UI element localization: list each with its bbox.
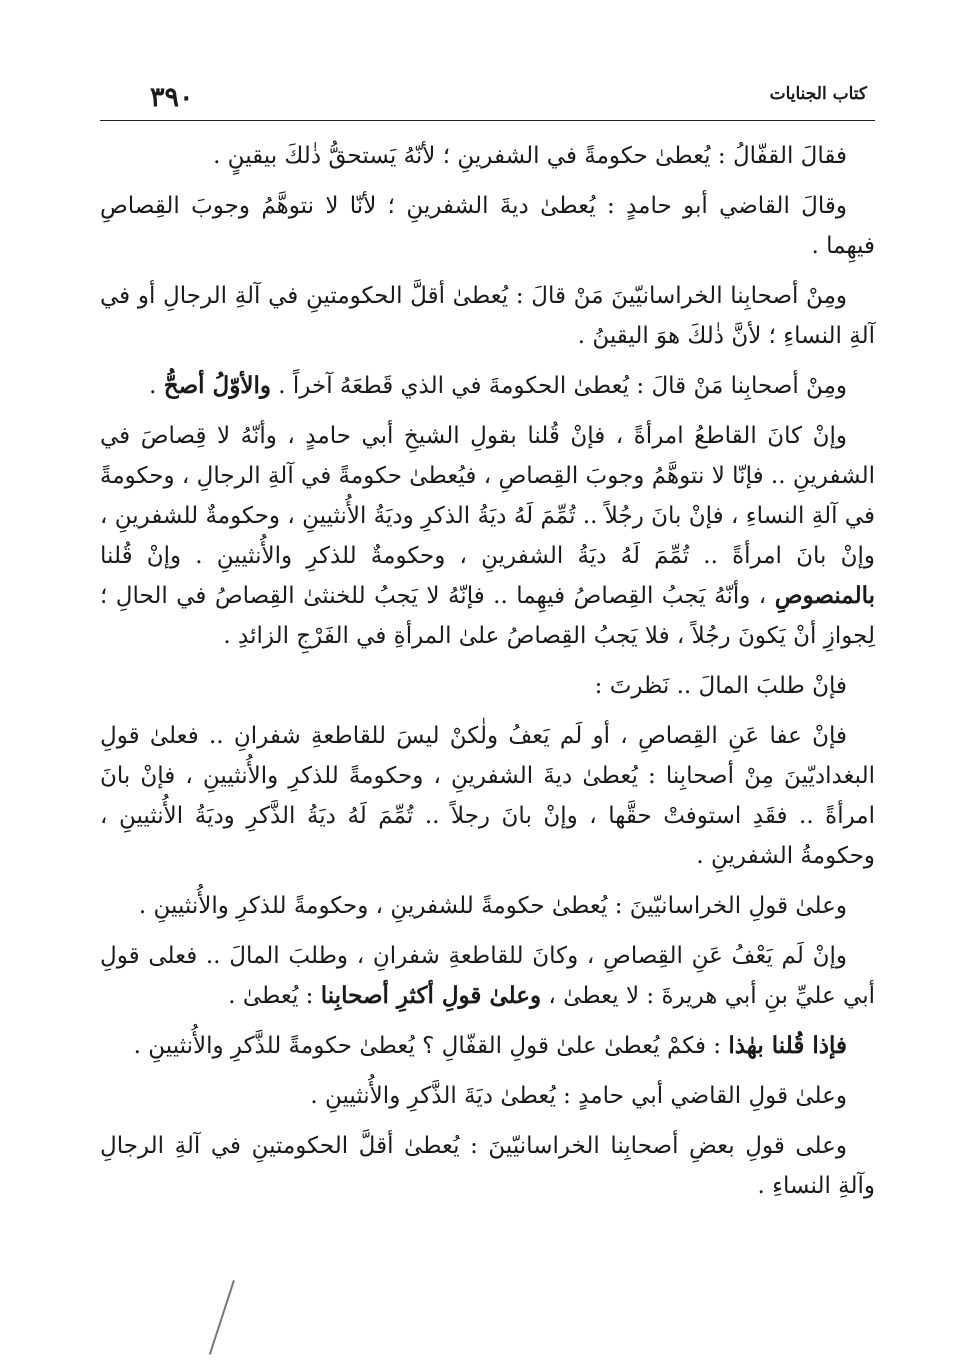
text-run: وعلىٰ قولِ القاضي أبي حامدٍ : يُعطىٰ ديَةَ الذَّكرِ والأُنثيينِ . xyxy=(310,1083,847,1109)
text-run: ، وأنّهُ يَجبُ القِصاصُ فيهِما .. فإنّهُ لا يَجبُ للخنثىٰ القِصاصُ في الحالِ ؛ لِجوازِ أنْ يَكونَ رجُلاً ، فلا يَجبُ القِصاصُ علىٰ المرأةِ في الفَرْجِ الزائدِ . xyxy=(100,583,875,649)
text-run: فإنْ طلبَ المالَ .. نَظرتَ : xyxy=(594,673,847,699)
text-run: فقالَ القفّالُ : يُعطىٰ حكومةً في الشفرينِ ؛ لأنّهُ يَستحقُّ ذٰلكَ بيقينٍ . xyxy=(213,143,847,169)
paragraph xyxy=(100,136,875,176)
text-run: ومِنْ أصحابِنا مَنْ قالَ : يُعطىٰ الحكومةَ في الذي قَطعَهُ آخراً . xyxy=(270,373,847,399)
paragraph xyxy=(100,366,875,406)
text-run: . xyxy=(149,373,164,399)
text-run: وإنْ لَم يَعْفُ عَنِ القِصاصِ ، وكانَ للقاطعةِ شفرانِ ، وطلبَ المالَ .. فعلى قولِ أبي عليِّ بنِ أبي هريرةَ : لا يعطىٰ ، xyxy=(100,943,875,1009)
paragraph xyxy=(100,886,875,926)
text-run: وعلى قولِ بعضِ أصحابِنا الخراسانيّينَ : يُعطىٰ أقلَّ الحكومتينِ في آلةِ الرجالِ وآلةِ النساءِ . xyxy=(100,1133,875,1199)
body-text xyxy=(100,136,875,1216)
paragraph xyxy=(100,936,875,1016)
text-run: فإنْ عفا عَنِ القِصاصِ ، أو لَم يَعفُ ولٰكنْ ليسَ للقاطعةِ شفرانِ .. فعلىٰ قولِ البغداديّينَ مِنْ أصحابِنا : يُعطىٰ ديةَ الشفرينِ ، وحكومةً للذكرِ والأُنثيينِ ، فإنْ بانَ امرأةً .. فقَدِ استوفتْ حقَّها ، وإنْ بانَ رجلاً .. تُمِّمَ لَهُ ديَةُ الذَّكرِ وديَةُ الأُنثيينِ ، وحكومةُ الشفرينِ . xyxy=(100,723,875,869)
paragraph xyxy=(100,716,875,876)
header-divider xyxy=(100,120,875,121)
page-number: ٣٩٠ xyxy=(150,82,194,113)
bold-phrase: بالمنصوصِ xyxy=(774,582,875,609)
scan-pen-mark xyxy=(209,1280,235,1355)
text-run: : يُعطىٰ . xyxy=(228,983,321,1009)
paragraph xyxy=(100,1076,875,1116)
paragraph xyxy=(100,1126,875,1206)
paragraph xyxy=(100,276,875,356)
paragraph xyxy=(100,1026,875,1066)
text-run: : فكمْ يُعطىٰ علىٰ قولِ القفّالِ ؟ يُعطىٰ حكومةً للذَّكرِ والأُنثيينِ . xyxy=(133,1033,729,1059)
bold-phrase: وعلىٰ قولِ أكثرِ أصحابِنا xyxy=(320,982,542,1009)
bold-phrase: فإذا قُلنا بهٰذا xyxy=(728,1032,847,1059)
paragraph xyxy=(100,416,875,656)
text-run: وإنْ كانَ القاطعُ امرأةً ، فإنْ قُلنا بقولِ الشيخِ أبي حامدٍ ، وأنّهُ لا قِصاصَ في الشفرينِ .. فإنّا لا نتوهَّمُ وجوبَ القِصاصِ ، فيُعطىٰ حكومةً في آلةِ الرجالِ ، وحكومةً في آلةِ النساءِ ، فإنْ بانَ رجُلاً .. تُمِّمَ لَهُ ديَةُ الذكرِ وديَةُ الأُنثيينِ ، وحكومةٌ للشفرينِ ، وإنْ بانَ امرأةً .. تُمِّمَ لَهُ ديَةُ الشفرينِ ، وحكومةٌ للذكرِ والأُنثيينِ . وإنْ قُلنا xyxy=(100,423,875,569)
text-run: وعلىٰ قولِ الخراسانيّينَ : يُعطىٰ حكومةً للشفرينِ ، وحكومةً للذكرِ والأُنثيينِ . xyxy=(138,893,847,919)
running-header-title: كتاب الجنايات xyxy=(769,84,867,104)
text-run: وقالَ القاضي أبو حامدٍ : يُعطىٰ ديةَ الشفرينِ ؛ لأنّا لا نتوهَّمُ وجوبَ القِصاصِ فيهِما . xyxy=(100,193,875,259)
paragraph xyxy=(100,666,875,706)
text-run: ومِنْ أصحابِنا الخراسانيّينَ مَنْ قالَ : يُعطىٰ أقلَّ الحكومتينِ في آلةِ الرجالِ أو في آلةِ النساءِ ؛ لأنَّ ذٰلكَ هوَ اليقينُ . xyxy=(100,283,875,349)
paragraph xyxy=(100,186,875,266)
bold-phrase: والأوّلُ أصحُّ xyxy=(163,372,271,399)
